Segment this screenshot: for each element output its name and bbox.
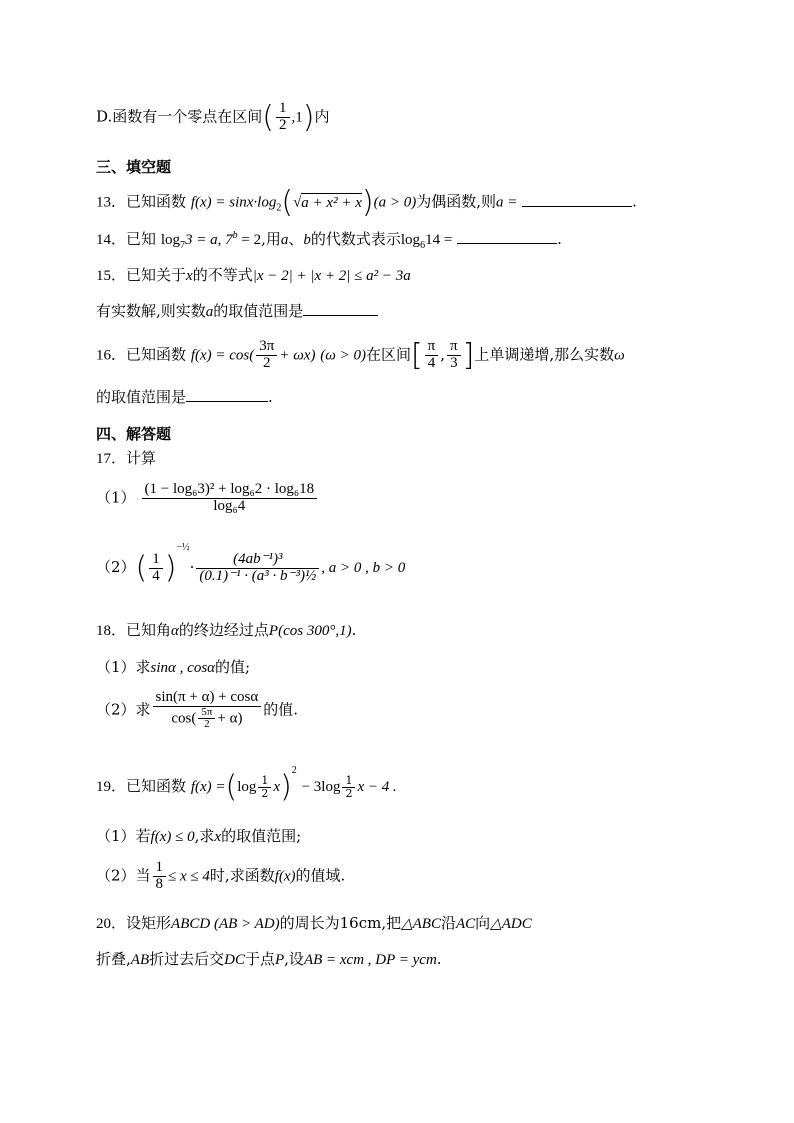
question-18-part2: （2）求 sin(π + α) + cosα cos( $\frac{5\pi}{2}$ + α) 的值.: [96, 689, 299, 731]
question-13: 13．已知函数 $f(x) = \sin x\cdot\log_2(√a + x^2 + x)(a > 0)$为偶函数,则a = .: [96, 185, 637, 220]
option-d-mid: 有一个零点在区间: [142, 107, 263, 126]
option-d: [96, 100, 329, 135]
answer-blank-15[interactable]: [303, 301, 378, 316]
answer-blank-16[interactable]: [186, 387, 268, 402]
question-14: 14．已知 $\log_73 = a$, $7^b = 2$,用a、b的代数式表示$\log_614$ = .: [96, 230, 562, 251]
section-fill-blank: 三、填空题: [96, 158, 172, 176]
question-17-part2: （2）( $\frac{1}{4}$ )$^{-\frac{1}{2}}$· $\frac{\text{(4ab⁻¹)³}}{\text{(0.1)⁻¹ · (a³ · b⁻³)½}}$ , a > 0 , b > 0: [96, 542, 406, 586]
answer-blank-14[interactable]: [457, 229, 557, 244]
question-17: 17．计算: [96, 449, 157, 467]
question-20-cont: 折叠,AB折过去后交DC于点P,设AB = xcm , DP = ycm.: [96, 950, 442, 968]
question-18-part1: （1）求sinα , cosα的值;: [96, 658, 251, 676]
section-solve: 四、解答题: [96, 425, 172, 443]
question-16: 16．已知函数 f(x) = cos( $\frac{3\pi}{2}$ + ωx) (ω > 0)在区间[ $\frac{\pi}{4}$ , $\frac{\pi}{3}$ ]上单调递增,那么实数ω: [96, 338, 625, 373]
question-18: 18．已知角α的终边经过点P(cos 300°,1).: [96, 621, 357, 639]
answer-blank-13[interactable]: [522, 192, 632, 207]
question-17-part1: （1） $\frac{\text{(1 − log₆3)² + log₆2 · log₆18}}{\text{log₆4}}$: [96, 482, 319, 515]
question-19: 19．已知函数 f(x) =(log $\frac{1}{2}$ x)$^2$ − 3log $\frac{1}{2}$ x − 4 .: [96, 765, 397, 805]
question-19-part1: （1）若f(x) ≤ 0,求x的取值范围;: [96, 827, 302, 845]
option-d-suffix: 内: [314, 107, 330, 126]
fraction-half: $\frac{1}{2}$: [276, 101, 290, 134]
question-16-cont: 的取值范围是 .: [96, 388, 273, 406]
left-paren: (: [262, 100, 274, 135]
question-15: 15．已知关于x的不等式|x − 2| + |x + 2| ≤ a² − 3a: [96, 266, 411, 284]
question-20: 20．设矩形ABCD (AB > AD)的周长为16cm,把△ABC沿AC向△ADC: [96, 914, 532, 932]
interval-tail: ,1: [291, 109, 303, 126]
question-15-cont: 有实数解,则实数a的取值范围是: [96, 300, 378, 321]
option-d-prefix: D.函数: [96, 107, 143, 126]
right-paren: ): [302, 100, 315, 135]
question-19-part2: （2）当 $\frac{1}{8}$ ≤ x ≤ 4时,求函数f(x)的值域.: [96, 859, 346, 892]
